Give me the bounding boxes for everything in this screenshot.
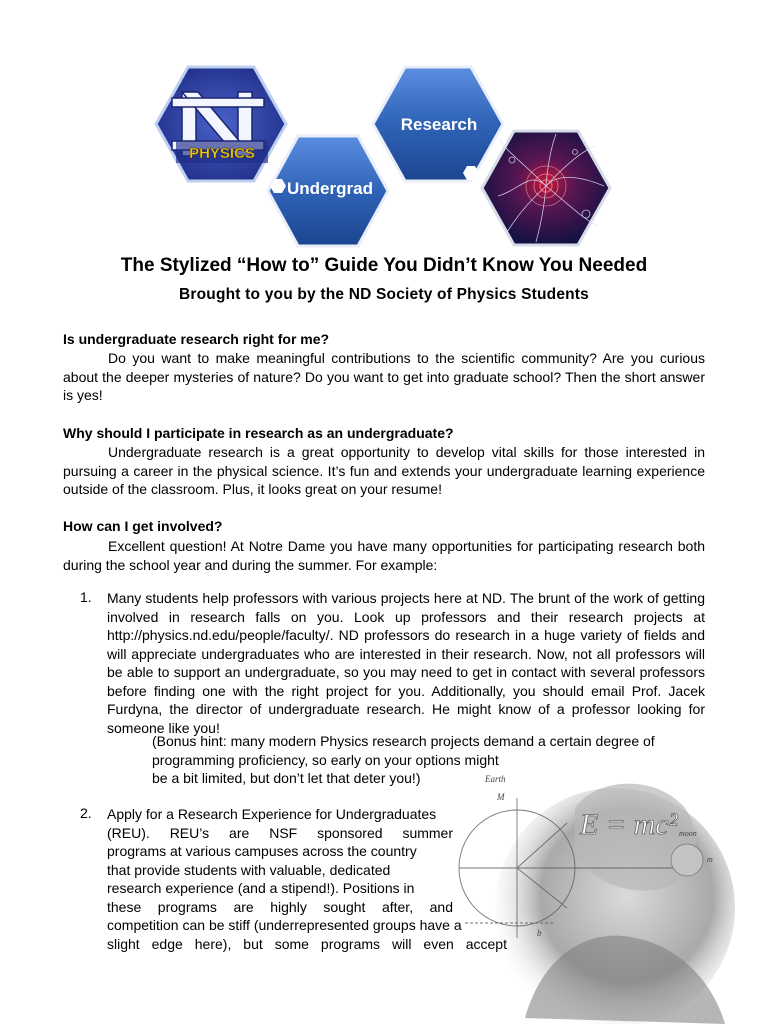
nd-physics-hexagon: [156, 67, 286, 181]
undergrad-label: Undergrad: [287, 179, 373, 198]
list-line: Apply for a Research Experience for Undergraduates: [107, 806, 437, 822]
bonus-line: programming proficiency, so early on your options might: [152, 751, 499, 768]
list-line: these programs are highly sought after, and: [107, 898, 453, 915]
research-hexagon: [373, 67, 503, 181]
particle-collision-hexagon: [482, 131, 610, 245]
section-heading: Why should I participate in research as an undergraduate?: [63, 425, 454, 441]
illustration-label: Earth: [485, 774, 506, 784]
list-number: 2.: [80, 805, 92, 821]
bonus-line: be a bit limited, but don’t let that deter you!): [152, 770, 421, 786]
list-line: slight edge here), but some programs will even accept: [107, 935, 507, 952]
list-number: 1.: [80, 589, 92, 605]
section-paragraph-text: Excellent question! At Notre Dame you have many opportunities for participating research both during the school year and during the summer. For example:: [63, 538, 705, 573]
list-line: (REU). REU’s are NSF sponsored summer: [107, 824, 453, 841]
illustration-label: M: [497, 792, 505, 802]
section-paragraph: [63, 537, 705, 574]
list-line: competition can be stiff (underrepresented groups have a: [107, 917, 462, 933]
section-paragraph: [63, 443, 705, 499]
illustration-label: moon: [679, 829, 697, 838]
undergrad-hexagon: [268, 136, 388, 246]
list-item-text: Many students help professors with various projects here at ND. The brunt of the work of getting involved in research falls on you. Look up professors and their research projects at http://physics.nd.edu/people/faculty/. ND professors do research in a huge variety of fields and will appreciate undergraduates who are interested in their research. Now, not all professors will be able to support an undergraduate, so you may need to get in contact with several professors before finding one with the right project for you. Additionally, you should email Prof. Jacek Furdyna, the director of undergraduate research. He might know of a professor looking for someone like you!: [107, 590, 705, 736]
illustration-label: b: [537, 928, 542, 938]
page-subtitle: Brought to you by the ND Society of Physics Students: [179, 286, 589, 303]
list-item-text: [107, 805, 507, 953]
section-paragraph-text: Do you want to make meaningful contributions to the scientific community? Are you curious about the deeper mysteries of nature? Do you want to get into graduate school? Then the short answer is yes!: [63, 350, 705, 403]
research-label: Research: [400, 115, 478, 134]
list-line: research experience (and a stipend!). Positions in: [107, 880, 415, 896]
section-paragraph: [63, 349, 705, 405]
section-heading: How can I get involved?: [63, 518, 223, 534]
equation-text: E = mc²: [580, 808, 678, 841]
illustration-label: m: [707, 855, 713, 864]
list-line: that provide students with valuable, dedicated: [107, 861, 391, 878]
list-line: programs at various campuses across the country: [107, 843, 417, 859]
header-hexagon-graphic: [0, 0, 768, 260]
bonus-line: (Bonus hint: many modern Physics research projects demand a certain degree of: [152, 733, 655, 749]
page-title: The Stylized “How to” Guide You Didn’t Know You Needed: [120, 255, 648, 276]
section-paragraph-text: Undergraduate research is a great opportunity to develop vital skills for those interested in pursuing a career in the physical science. It’s fun and extends your undergraduate learning experience outside of the classroom. Plus, it looks great on your resume!: [63, 444, 705, 497]
section-heading: Is undergraduate research right for me?: [63, 331, 330, 347]
nd-physics-text: PHYSICS: [189, 145, 255, 162]
